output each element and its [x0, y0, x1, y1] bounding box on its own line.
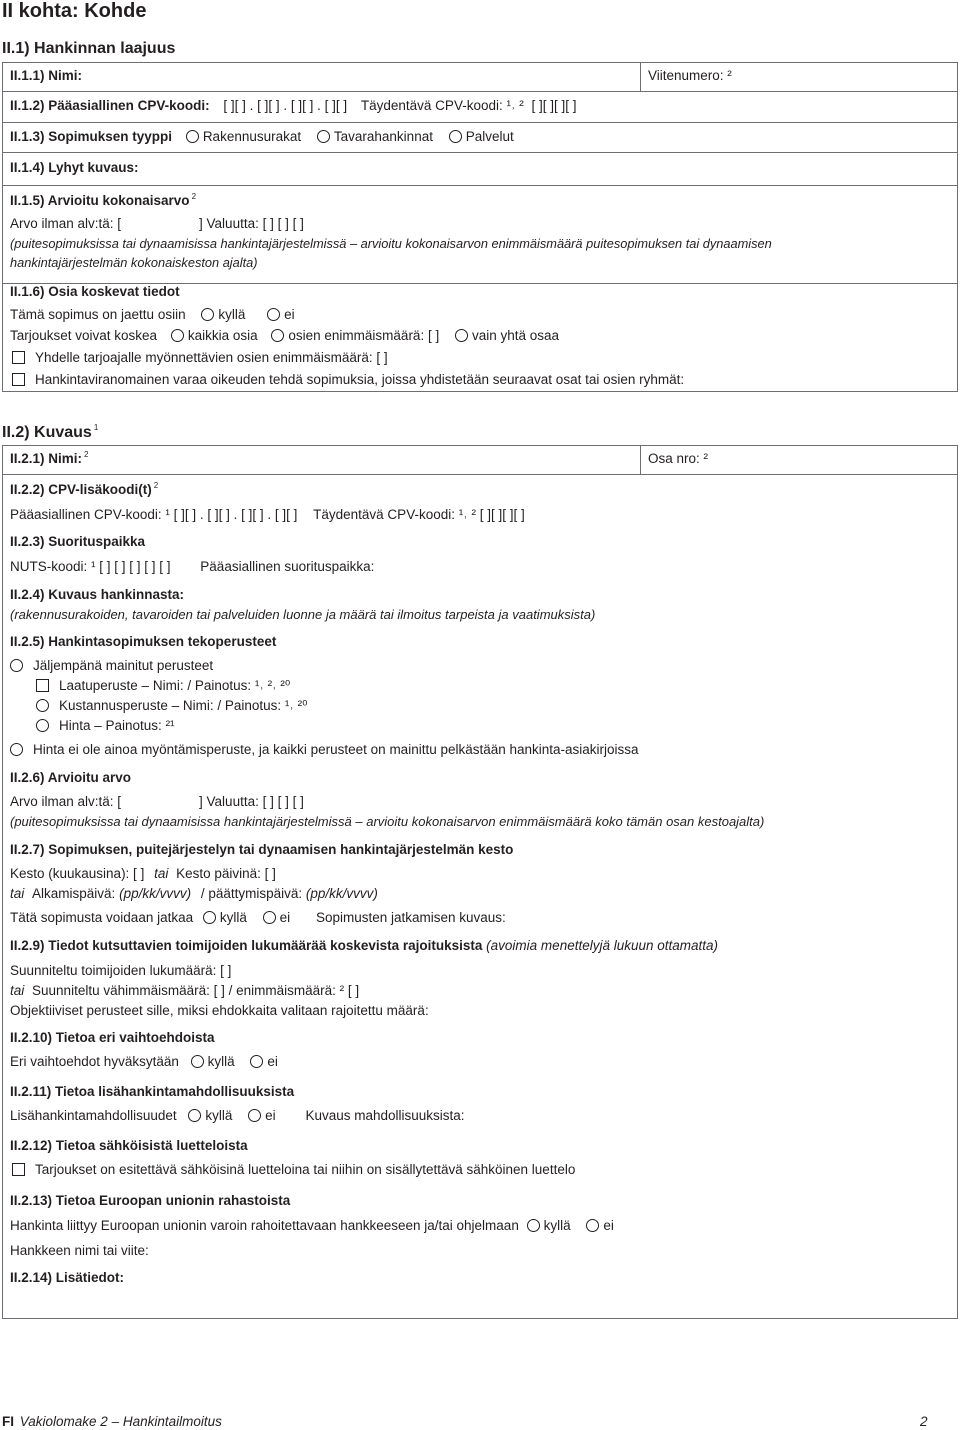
- radio-variants-no[interactable]: [250, 1055, 263, 1068]
- currency-label: ] Valuutta: [ ] [ ] [ ]: [199, 216, 304, 231]
- envisaged-number[interactable]: Suunniteltu toimijoiden lukumäärä: [ ]: [10, 963, 232, 978]
- lot-name-text: II.2.1) Nimi:: [10, 451, 83, 466]
- cpv-suppl-label: Täydentävä CPV-koodi: ¹˒ ²: [360, 98, 524, 113]
- currency-label-2: ] Valuutta: [ ] [ ] [ ]: [199, 794, 304, 809]
- main-site-label: Pääasiallinen suorituspaikka:: [200, 559, 375, 574]
- radio-eu-no[interactable]: [586, 1219, 599, 1232]
- criteria-below-row: [10, 658, 213, 674]
- value-row: [10, 216, 304, 231]
- one-lot-label: vain yhtä osaa: [471, 328, 560, 343]
- duration-row-1: [10, 866, 276, 881]
- radio-options-yes[interactable]: [188, 1109, 201, 1122]
- yes-label: kyllä: [207, 1054, 235, 1069]
- nuts-row: [10, 559, 374, 574]
- cpv-suppl-slots-2[interactable]: Täydentävä CPV-koodi: ¹˒ ² [ ][ ][ ][ ]: [313, 507, 525, 522]
- candidates-label: II.2.9) Tiedot kutsuttavien toimijoiden lukumäärää koskevista rajoituksista: [10, 938, 483, 953]
- radio-eu-yes[interactable]: [527, 1219, 540, 1232]
- section-ii2-box: [2, 445, 958, 1319]
- yes-label: kyllä: [219, 910, 247, 925]
- footer-form-name: Vakiolomake 2 – Hankintailmoitus: [19, 1414, 222, 1429]
- radio-price[interactable]: [36, 719, 49, 732]
- tenders-for-text: Tarjoukset voivat koskea: [10, 328, 158, 343]
- or-label: tai: [10, 886, 25, 901]
- description-note: (rakennusurakoiden, tavaroiden tai palveluiden luonne ja määrä tai ilmoitus tarpeista ja vaatimuksista): [10, 607, 596, 622]
- checkbox-max-lots[interactable]: [12, 351, 25, 364]
- renewal-description-label: Sopimusten jatkamisen kuvaus:: [315, 910, 506, 925]
- radio-criteria-below[interactable]: [10, 659, 23, 672]
- value-note-lot: (puitesopimuksissa tai dynaamisissa hankintajärjestelmissä – arvioitu kokonaisarvon enimmäismäärä koko tämän osan kestoajalta): [10, 814, 765, 829]
- cpv-additional-row: [10, 507, 525, 522]
- no-label: ei: [279, 910, 291, 925]
- page-title: II kohta: Kohde: [2, 0, 147, 22]
- end-date-label: / päättymispäivä:: [200, 886, 303, 901]
- project-reference-label: Hankkeen nimi tai viite:: [10, 1243, 149, 1258]
- eu-funds-text: Hankinta liittyy Euroopan unionin varoin rahoitettavaan hankkeeseen ja/tai ohjelmaan: [10, 1218, 519, 1233]
- value-note-2: hankintajärjestelmän kokonaiskeston ajalta): [10, 255, 258, 270]
- value-excl-vat-label-2: Arvo ilman alv:tä: [: [10, 794, 122, 809]
- award-criteria-label: II.2.5) Hankintasopimuksen tekoperusteet: [10, 634, 277, 649]
- lots-divided-row: [10, 307, 295, 323]
- reserve-text: Hankintaviranomainen varaa oikeuden tehdä sopimuksia, joissa yhdistetään seuraavat osat tai osien ryhmät:: [35, 372, 685, 387]
- options-description-label: Kuvaus mahdollisuuksista:: [305, 1108, 465, 1123]
- eu-funds-row: [10, 1218, 614, 1234]
- objective-criteria-label: Objektiiviset perusteet sille, miksi ehdokkaita valitaan rajoitettu määrä:: [10, 1003, 429, 1018]
- lots-label: II.1.6) Osia koskevat tiedot: [10, 284, 180, 299]
- yes-label: kyllä: [543, 1218, 571, 1233]
- footer-language: FI: [2, 1414, 14, 1429]
- price-not-only-row: [10, 742, 639, 758]
- cpv-suppl-slots[interactable]: [ ][ ][ ][ ]: [531, 98, 577, 113]
- yes-label: kyllä: [205, 1108, 233, 1123]
- row-divider: [2, 185, 957, 186]
- variants-label: II.2.10) Tietoa eri vaihtoehdoista: [10, 1030, 215, 1045]
- yes-label: kyllä: [218, 307, 246, 322]
- estimated-value-label: [10, 193, 196, 208]
- radio-works[interactable]: [186, 130, 199, 143]
- max-lots-label: osien enimmäismäärä: [ ]: [288, 328, 440, 343]
- options-label: II.2.11) Tietoa lisähankintamahdollisuuksista: [10, 1084, 295, 1099]
- value-excl-vat-label: Arvo ilman alv:tä: [: [10, 216, 122, 231]
- no-label: ei: [603, 1218, 614, 1233]
- value-note: (puitesopimuksissa tai dynaamisissa hankintajärjestelmissä – arvioitu kokonaisarvon enimmäismäärä puitesopimuksen tai dynaamisen: [10, 236, 772, 251]
- quality-text: Laatuperuste – Nimi: / Painotus: ¹˒ ²˒ ²⁰: [59, 678, 291, 693]
- renewal-text: Tätä sopimusta voidaan jatkaa: [10, 910, 194, 925]
- radio-lots-yes[interactable]: [201, 308, 214, 321]
- max-lots-text: Yhdelle tarjoajalle myönnettävien osien enimmäismäärä: [ ]: [35, 350, 388, 365]
- col-divider: [640, 445, 641, 474]
- cpv-row: [10, 98, 577, 113]
- row-divider: [2, 91, 957, 92]
- footer: [2, 1414, 222, 1429]
- radio-one-lot[interactable]: [455, 329, 468, 342]
- option-services: Palvelut: [465, 129, 514, 144]
- cost-text: Kustannusperuste – Nimi: / Painotus: ¹˒ ²⁰: [59, 698, 308, 713]
- radio-cost[interactable]: [36, 699, 49, 712]
- place-label: II.2.3) Suorituspaikka: [10, 534, 146, 549]
- section-heading-ii1: II.1) Hankinnan laajuus: [2, 40, 176, 57]
- no-label: ei: [265, 1108, 276, 1123]
- radio-services[interactable]: [449, 130, 462, 143]
- description-label: II.2.4) Kuvaus hankinnasta:: [10, 587, 185, 602]
- estimated-value-label-2: II.2.6) Arvioitu arvo: [10, 770, 132, 785]
- estimated-value-text: II.1.5) Arvioitu kokonaisarvo: [10, 193, 190, 208]
- footnote-mark: 1: [93, 423, 99, 432]
- no-label: ei: [284, 307, 295, 322]
- cost-row: [36, 698, 308, 714]
- criteria-below-text: Jäljempänä mainitut perusteet: [33, 658, 214, 673]
- checkbox-quality[interactable]: [36, 679, 49, 692]
- catalogues-label: II.2.12) Tietoa sähköisistä luetteloista: [10, 1138, 248, 1153]
- price-row: [36, 718, 175, 734]
- catalogues-text: Tarjoukset on esitettävä sähköisinä luetteloina tai niihin on sisällytettävä sähköinen luettelo: [35, 1162, 576, 1177]
- radio-renewal-no[interactable]: [263, 911, 276, 924]
- contract-type-label: II.1.3) Sopimuksen tyyppi: [10, 129, 173, 144]
- page-number: 2: [920, 1414, 928, 1429]
- radio-lots-no[interactable]: [267, 308, 280, 321]
- radio-options-no[interactable]: [248, 1109, 261, 1122]
- lot-name-label: [10, 451, 88, 466]
- price-not-only-text: Hinta ei ole ainoa myöntämisperuste, ja kaikki perusteet on mainittu pelkästään hankinta-asiakirjoissa: [33, 742, 639, 757]
- row-divider: [2, 474, 957, 475]
- short-description-label: II.1.4) Lyhyt kuvaus:: [10, 160, 139, 175]
- options-text: Lisähankintamahdollisuudet: [10, 1108, 177, 1123]
- duration-months[interactable]: Kesto (kuukausina): [ ]: [10, 866, 145, 881]
- radio-renewal-yes[interactable]: [203, 911, 216, 924]
- cpv-additional-label: [10, 482, 158, 497]
- reserve-row: [12, 372, 684, 388]
- footnote-mark: 2: [191, 192, 197, 201]
- duration-days[interactable]: Kesto päivinä: [ ]: [176, 866, 276, 881]
- lots-divided-text: Tämä sopimus on jaettu osiin: [10, 307, 186, 322]
- value-row-2: [10, 794, 304, 809]
- footnote-mark: 2: [153, 481, 159, 490]
- variants-row: [10, 1054, 278, 1070]
- start-date-format[interactable]: (pp/kk/vvvv): [119, 886, 192, 901]
- option-works: Rakennusurakat: [202, 129, 302, 144]
- row-divider: [2, 122, 957, 123]
- radio-all-lots[interactable]: [171, 329, 184, 342]
- reference-number-label: Viitenumero: ²: [648, 68, 732, 83]
- nuts-code-slots[interactable]: NUTS-koodi: ¹ [ ] [ ] [ ] [ ] [ ]: [10, 559, 171, 574]
- max-lots-row: [12, 350, 388, 366]
- checkbox-catalogues[interactable]: [12, 1163, 25, 1176]
- cpv-label: II.1.2) Pääasiallinen CPV-koodi:: [10, 98, 210, 113]
- radio-max-lots[interactable]: [271, 329, 284, 342]
- contract-type-row: [10, 129, 514, 145]
- all-lots-label: kaikkia osia: [187, 328, 258, 343]
- radio-supplies[interactable]: [317, 130, 330, 143]
- tenders-for-row: [10, 328, 559, 344]
- candidates-row: [10, 938, 718, 953]
- cpv-main-slots[interactable]: Pääasiallinen CPV-koodi: ¹ [ ][ ] . [ ][ ] . [ ][ ] . [ ][ ]: [10, 507, 298, 522]
- price-text: Hinta – Painotus: ²¹: [59, 718, 175, 733]
- eu-funds-label: II.2.13) Tietoa Euroopan unionin rahastoista: [10, 1193, 291, 1208]
- or-label: tai: [10, 983, 25, 998]
- cpv-slots[interactable]: [ ][ ] . [ ][ ] . [ ][ ] . [ ][ ]: [223, 98, 348, 113]
- variants-text: Eri vaihtoehdot hyväksytään: [10, 1054, 179, 1069]
- no-label: ei: [267, 1054, 278, 1069]
- end-date-format[interactable]: (pp/kk/vvvv): [305, 886, 378, 901]
- start-date-label: Alkamispäivä:: [32, 886, 116, 901]
- catalogues-row: [12, 1162, 575, 1178]
- footnote-mark: 2: [84, 450, 89, 459]
- section-heading-ii2-text: II.2) Kuvaus: [2, 424, 92, 441]
- cpv-additional-text: II.2.2) CPV-lisäkoodi(t): [10, 482, 152, 497]
- option-supplies: Tavarahankinnat: [333, 129, 433, 144]
- renewal-row: [10, 910, 506, 926]
- row-divider: [2, 152, 957, 153]
- additional-info-label: II.2.14) Lisätiedot:: [10, 1270, 125, 1285]
- duration-label: II.2.7) Sopimuksen, puitejärjestelyn tai dynaamisen hankintajärjestelmän kesto: [10, 842, 514, 857]
- section-heading-ii2: [2, 424, 98, 442]
- radio-variants-yes[interactable]: [191, 1055, 204, 1068]
- envisaged-min-row: [10, 983, 359, 998]
- name-label: II.1.1) Nimi:: [10, 68, 83, 83]
- lot-number-label: Osa nro: ²: [648, 451, 709, 466]
- radio-price-not-only[interactable]: [10, 743, 23, 756]
- checkbox-reserve[interactable]: [12, 373, 25, 386]
- duration-row-2: [10, 886, 378, 901]
- envisaged-min-max[interactable]: Suunniteltu vähimmäismäärä: [ ] / enimmäismäärä: ² [ ]: [32, 983, 360, 998]
- or-label: tai: [154, 866, 169, 881]
- col-divider: [640, 62, 641, 91]
- quality-row: [36, 678, 290, 694]
- options-row: [10, 1108, 465, 1124]
- candidates-note: (avoimia menettelyjä lukuun ottamatta): [486, 938, 719, 953]
